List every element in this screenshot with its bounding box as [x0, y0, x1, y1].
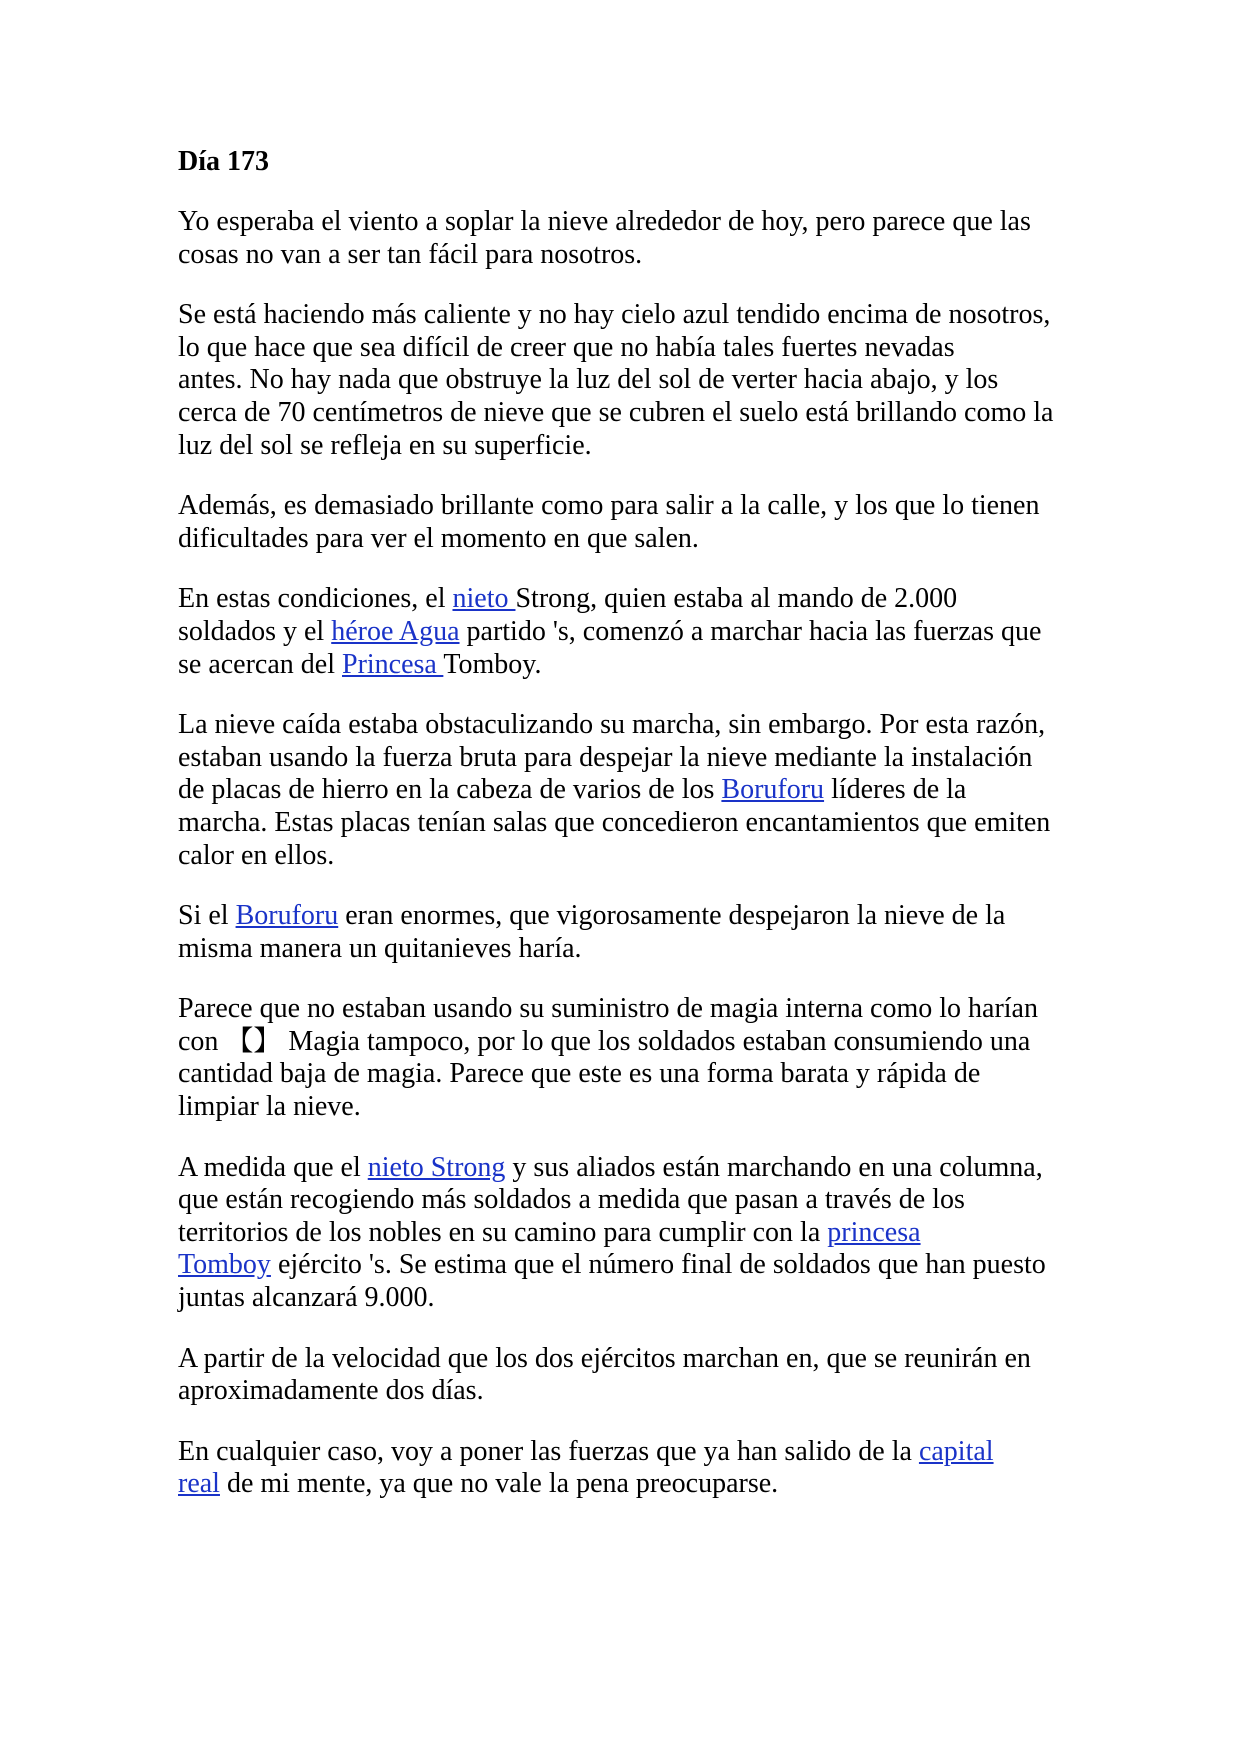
text-run: eran enormes, que vigorosamente despejaron la nieve de la: [338, 900, 1006, 932]
paragraph: [178, 299, 1078, 462]
text-run: Tomboy.: [443, 648, 542, 680]
text-link[interactable]: nieto Strong: [367, 1151, 506, 1183]
document-body: [178, 206, 1078, 1501]
text-run: que están recogiendo más soldados a medida que pasan a través de los: [178, 1184, 965, 1216]
text-run: ejército 's. Se estima que el número final de soldados que han puesto: [270, 1249, 1046, 1281]
text-run: A partir de la velocidad que los dos ejércitos marchan en, que se reunirán en: [178, 1342, 1031, 1374]
text-run: de mi mente, ya que no vale la pena preocuparse.: [219, 1468, 779, 1500]
paragraph: [178, 709, 1078, 872]
text-run: partido 's, comenzó a marchar hacia las fuerzas que: [459, 615, 1042, 647]
paragraph: [178, 993, 1078, 1123]
text-run: Strong, quien estaba al mando de 2.000: [515, 583, 958, 615]
text-link[interactable]: nieto: [452, 583, 516, 615]
text-run: lo que hace que sea difícil de creer que no había tales fuertes nevadas: [178, 331, 955, 363]
text-run: Además, es demasiado brillante como para salir a la calle, y los que lo tienen: [178, 490, 1040, 522]
text-run: de placas de hierro en la cabeza de varios de los: [178, 774, 722, 806]
document-title: Día 173: [178, 146, 269, 177]
paragraph: [178, 1343, 1078, 1408]
paragraph: [178, 1436, 1078, 1501]
text-run: territorios de los nobles en su camino para cumplir con la: [178, 1216, 828, 1248]
text-run: En cualquier caso, voy a poner las fuerzas que ya han salido de la: [178, 1435, 919, 1467]
paragraph: [178, 1152, 1078, 1315]
text-run: A medida que el: [178, 1151, 368, 1183]
text-link[interactable]: capital: [918, 1435, 994, 1467]
text-link[interactable]: real: [178, 1468, 220, 1500]
paragraph: [178, 900, 1078, 965]
text-link[interactable]: Princesa: [342, 648, 444, 680]
text-run: se acercan del: [178, 648, 342, 680]
text-run: dificultades para ver el momento en que salen.: [178, 522, 699, 554]
text-link[interactable]: Boruforu: [721, 774, 825, 806]
text-run: juntas alcanzará 9.000.: [178, 1282, 435, 1314]
text-run: calor en ellos.: [178, 839, 335, 871]
text-run: soldados y el: [178, 615, 332, 647]
text-run: En estas condiciones, el: [178, 583, 453, 615]
text-run: estaban usando la fuerza bruta para despejar la nieve mediante la instalación: [178, 741, 1033, 773]
text-link[interactable]: princesa: [827, 1216, 921, 1248]
text-run: misma manera un quitanieves haría.: [178, 932, 582, 964]
text-run: Parece que no estaban usando su suministro de magia interna como lo harían: [178, 993, 1038, 1025]
text-run: líderes de la: [824, 774, 967, 806]
text-run: con 【】 Magia tampoco, por lo que los soldados estaban consumiendo una: [178, 1025, 1031, 1057]
document-page: [178, 146, 1078, 1529]
text-run: marcha. Estas placas tenían salas que concedieron encantamientos que emiten: [178, 806, 1051, 838]
text-run: y sus aliados están marchando en una columna,: [505, 1151, 1043, 1183]
text-run: Yo esperaba el viento a soplar la nieve alrededor de hoy, pero parece que las: [178, 206, 1031, 237]
text-run: La nieve caída estaba obstaculizando su marcha, sin embargo. Por esta razón,: [178, 709, 1046, 741]
text-run: antes. No hay nada que obstruye la luz del sol de verter hacia abajo, y los: [178, 364, 999, 396]
text-run: luz del sol se refleja en su superficie.: [178, 429, 592, 461]
text-run: cerca de 70 centímetros de nieve que se cubren el suelo está brillando como la: [178, 396, 1054, 428]
text-run: limpiar la nieve.: [178, 1091, 361, 1123]
text-run: aproximadamente dos días.: [178, 1375, 484, 1407]
text-run: cantidad baja de magia. Parece que este es una forma barata y rápida de: [178, 1058, 981, 1090]
paragraph: [178, 206, 1078, 271]
text-link[interactable]: héroe Agua: [331, 615, 460, 647]
text-run: Se está haciendo más caliente y no hay cielo azul tendido encima de nosotros,: [178, 299, 1051, 331]
text-run: cosas no van a ser tan fácil para nosotros.: [178, 238, 643, 270]
text-link[interactable]: Tomboy: [178, 1249, 271, 1281]
paragraph: [178, 583, 1078, 681]
paragraph: [178, 490, 1078, 555]
text-run: Si el: [178, 900, 236, 932]
text-link[interactable]: Boruforu: [235, 900, 339, 932]
